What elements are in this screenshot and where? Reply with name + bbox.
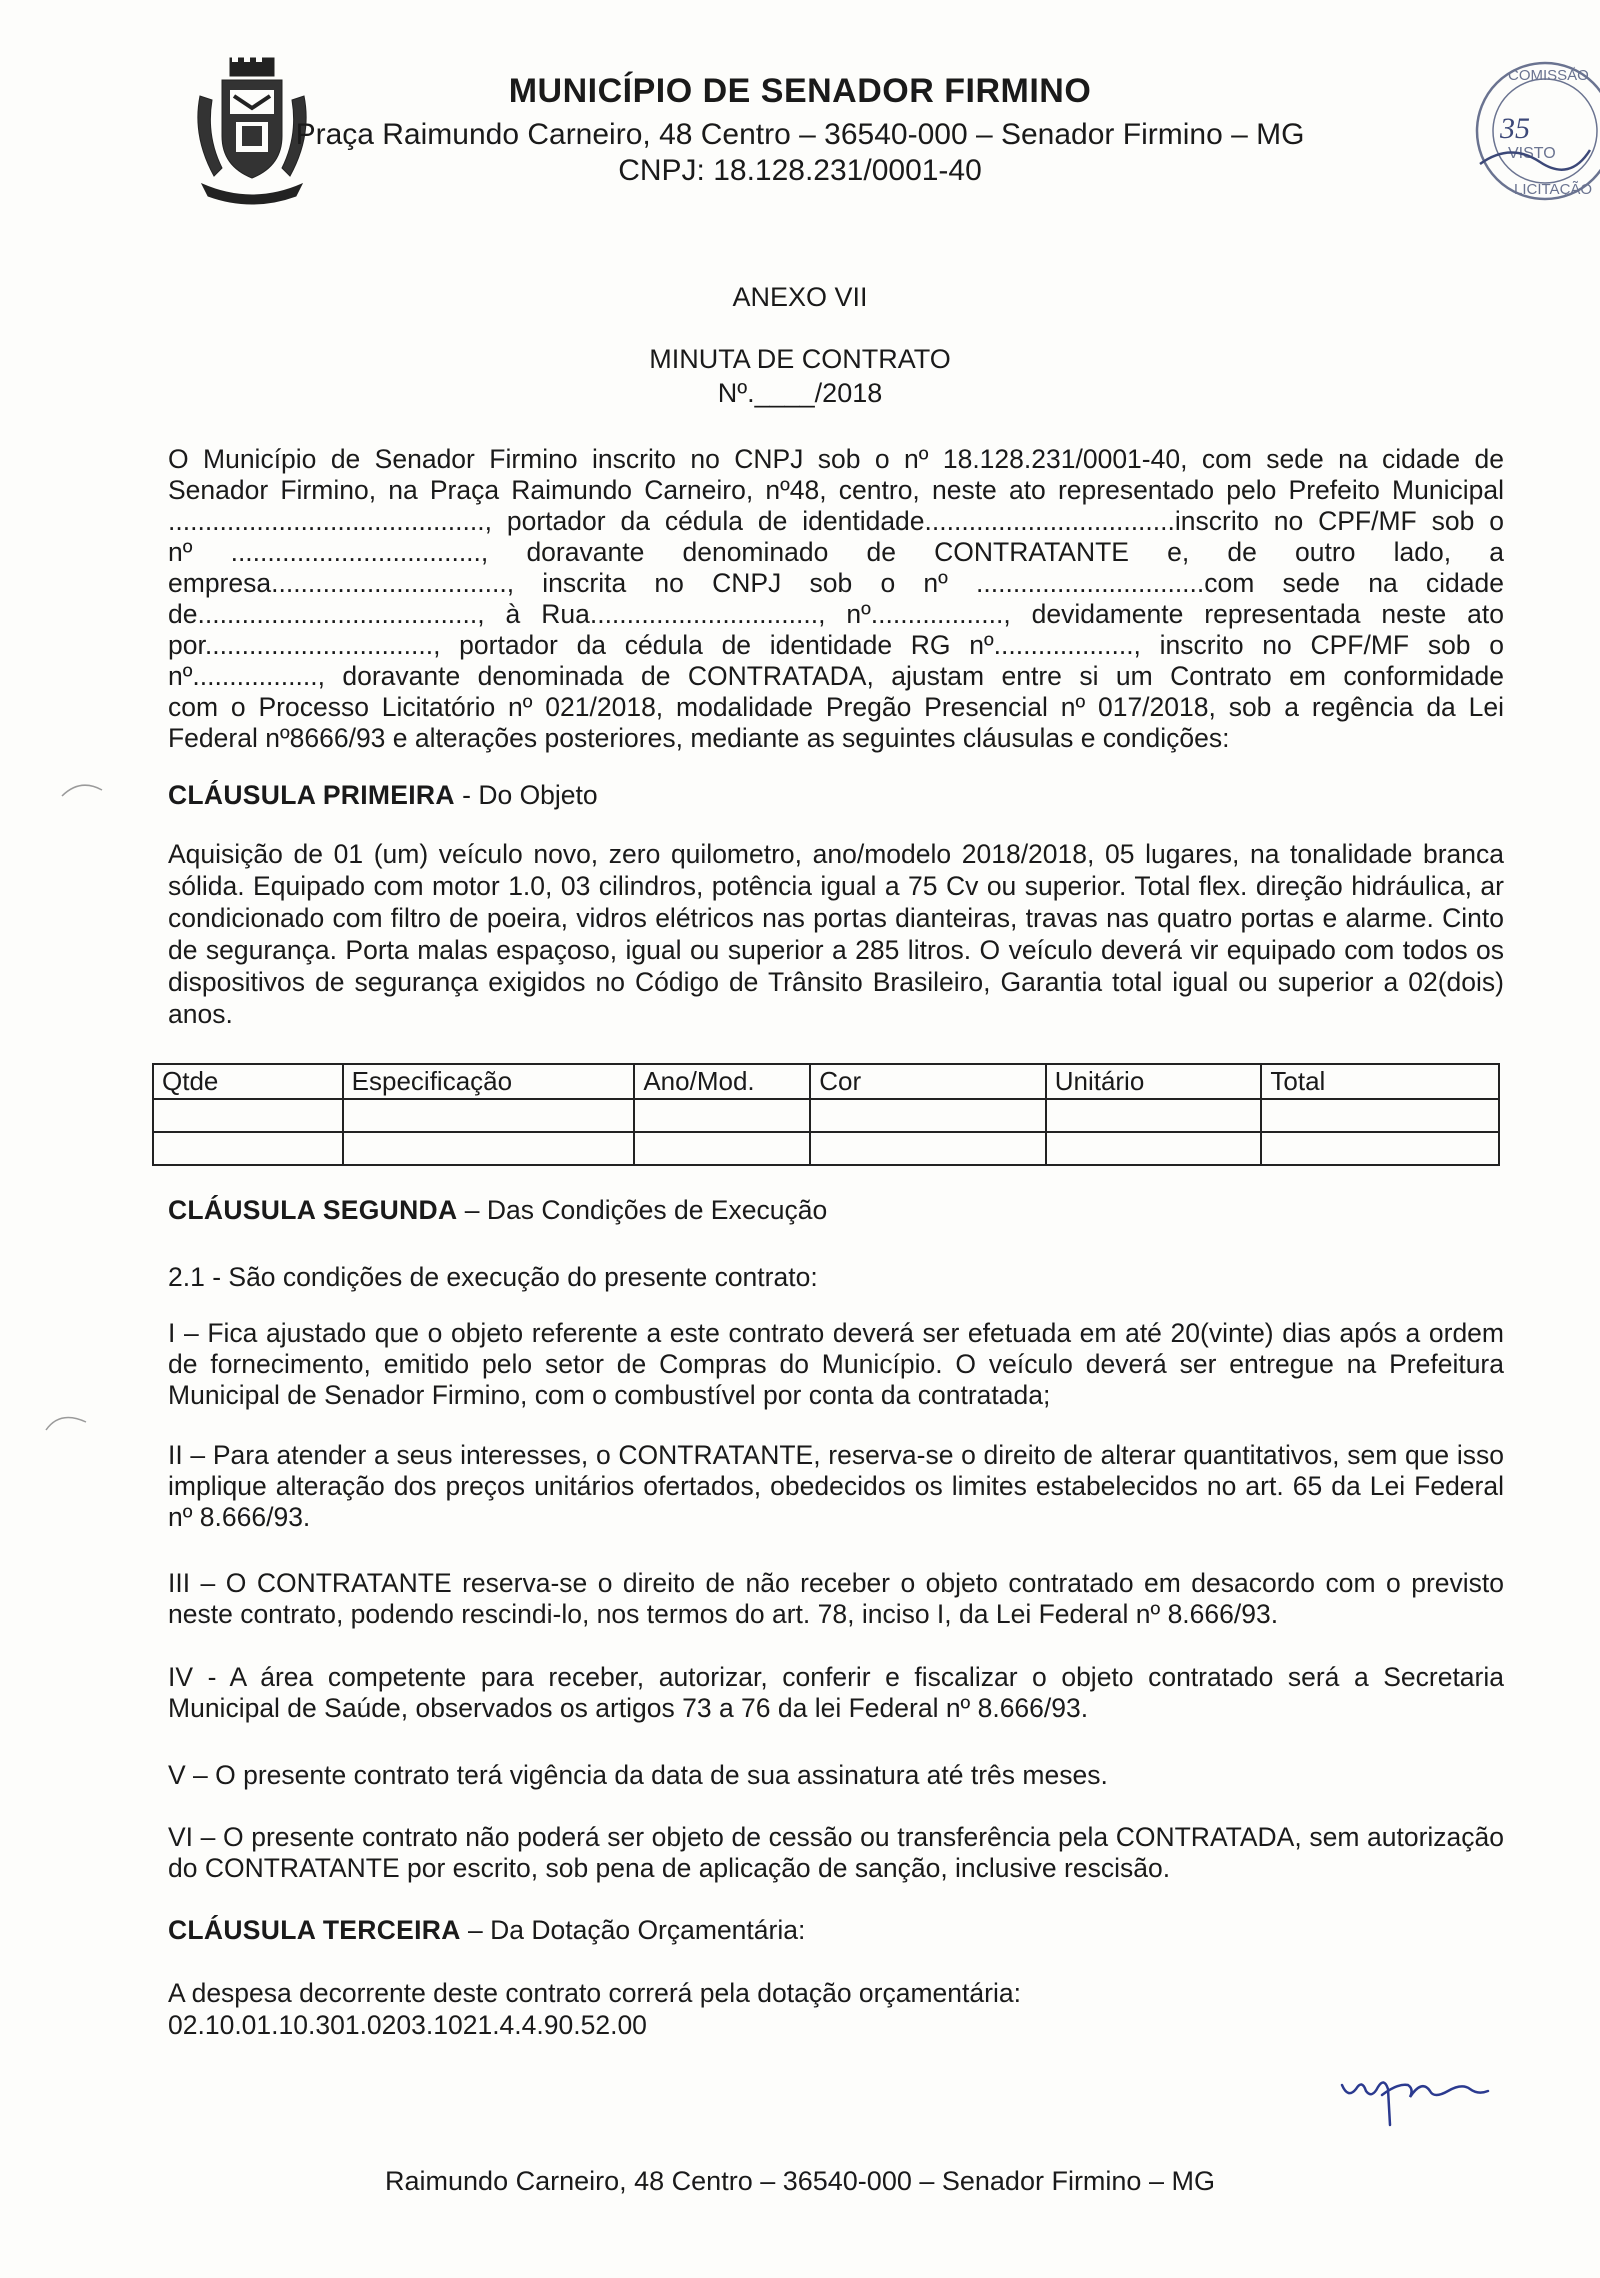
clause-three-heading (168, 1915, 805, 1946)
table-row (153, 1132, 1499, 1165)
preamble-line: por..............................., portador da cédula de identidade RG nº..................., inscrito no CPF/MF sob o (168, 630, 1504, 660)
preamble-line: empresa................................, inscrita no CNPJ sob o nº ...............................com sede na cidade (168, 568, 1504, 598)
clause-two-subtitle: – Das Condições de Execução (457, 1195, 828, 1225)
clause-three-subtitle: – Da Dotação Orçamentária: (460, 1915, 806, 1945)
clause-two-item: V – O presente contrato terá vigência da data de sua assinatura até três meses. (168, 1760, 1108, 1790)
table-row (153, 1099, 1499, 1132)
clause-three-title: CLÁUSULA TERCEIRA (168, 1915, 461, 1945)
column-header-qtde: Qtde (153, 1064, 343, 1099)
preamble-line: Senador Firmino, na Praça Raimundo Carneiro, nº48, centro, neste ato representado pelo Prefeito Municipal (168, 475, 1504, 505)
commission-stamp-icon (1450, 46, 1600, 216)
margin-mark-icon (40, 1408, 100, 1432)
footer-address: Raimundo Carneiro, 48 Centro – 36540-000 – Senador Firmino – MG (385, 2166, 1215, 2196)
clause-two-item: II – Para atender a seus interesses, o CONTRATANTE, reserva-se o direito de alterar quantitativos, sem que isso implique alteração dos preços unitários ofertados, obedecidos os limites estabelecidos no art. 65 da Lei Federal nº 8.666/93. (168, 1440, 1504, 1532)
items-table (152, 1063, 1500, 1166)
contract-title: MINUTA DE CONTRATO (649, 344, 951, 374)
preamble-line: nº .................................., doravante denominado de CONTRATANTE e, de outro lado, a (168, 537, 1504, 567)
stamp-label: VISTO (1508, 145, 1556, 162)
stamp-number: 35 (1500, 112, 1530, 145)
clause-one-text: Aquisição de 01 (um) veículo novo, zero quilometro, ano/modelo 2018/2018, 05 lugares, na tonalidade branca sólida. Equipado com motor 1.0, 03 cilindros, potência igual a 75 Cv ou superior. Total flex. direção hidráulica, ar condicionado com filtro de poeira, vidros elétricos nas portas dianteiras, travas nas quatro portas e alarme. Cinto de segurança. Porta malas espaçoso, igual ou superior a 285 litros. O veículo deverá vir equipado com todos os dispositivos de segurança exigidos no Código de Trânsito Brasileiro, Garantia total igual ou superior a 02(dois) anos. (168, 839, 1504, 1029)
clause-two-heading (168, 1195, 827, 1226)
budget-code: 02.10.01.10.301.0203.1021.4.4.90.52.00 (168, 2010, 647, 2040)
table-cell (634, 1132, 810, 1165)
contract-number: Nº.____/2018 (717, 378, 883, 408)
table-cell (343, 1132, 635, 1165)
column-header-cor: Cor (810, 1064, 1046, 1099)
table-cell (1261, 1099, 1499, 1132)
table-cell (1046, 1132, 1262, 1165)
column-header-especificacao: Especificação (343, 1064, 635, 1099)
clause-one-heading (168, 780, 598, 811)
column-header-total: Total (1261, 1064, 1499, 1099)
table-cell (810, 1099, 1046, 1132)
clause-two-item: III – O CONTRATANTE reserva-se o direito de não receber o objeto contratado em desacordo com o previsto neste contrato, podendo rescindi-lo, nos termos do art. 78, inciso I, da Lei Federal nº 8.666/93. (168, 1568, 1504, 1629)
table-cell (810, 1132, 1046, 1165)
table-cell (1046, 1099, 1262, 1132)
stamp-text-bottom: LICITAÇÃO (1514, 181, 1593, 198)
clause-two-intro: 2.1 - São condições de execução do presente contrato: (168, 1262, 818, 1292)
column-header-unitario: Unitário (1046, 1064, 1262, 1099)
table-cell (634, 1099, 810, 1132)
preamble-line: Federal nº8666/93 e alterações posteriores, mediante as seguintes cláusulas e condições: (168, 723, 1230, 753)
clause-two-item: IV - A área competente para receber, autorizar, conferir e fiscalizar o objeto contratado será a Secretaria Municipal de Saúde, observados os artigos 73 a 76 da lei Federal nº 8.666/93. (168, 1662, 1504, 1723)
preamble-line: nº................., doravante denominada de CONTRATADA, ajustam entre si um Contrato em conformidade (168, 661, 1504, 691)
margin-mark-icon (56, 776, 116, 800)
table-cell (1261, 1132, 1499, 1165)
municipality-name: MUNICÍPIO DE SENADOR FIRMINO (508, 72, 1092, 110)
clause-three-text: A despesa decorrente deste contrato correrá pela dotação orçamentária: (168, 1978, 1021, 2008)
table-header-row (153, 1064, 1499, 1099)
table-cell (153, 1099, 343, 1132)
preamble-line: com o Processo Licitatório nº 021/2018, modalidade Pregão Presencial nº 017/2018, sob a regência da Lei (168, 692, 1504, 722)
stamp-text-top: COMISSÃO (1508, 67, 1589, 84)
table-cell (343, 1099, 635, 1132)
header-cnpj: CNPJ: 18.128.231/0001-40 (618, 154, 982, 187)
clause-two-item: VI – O presente contrato não poderá ser objeto de cessão ou transferência pela CONTRATADA, sem autorização do CONTRATANTE por escrito, sob pena de aplicação de sanção, inclusive rescisão. (168, 1822, 1504, 1883)
preamble (168, 444, 1504, 754)
column-header-ano-mod: Ano/Mod. (634, 1064, 810, 1099)
preamble-line: de......................................, à Rua..............................., nº.................., devidamente representada neste ato (168, 599, 1504, 629)
preamble-line: O Município de Senador Firmino inscrito no CNPJ sob o nº 18.128.231/0001-40, com sede na cidade de (168, 444, 1504, 474)
clause-one-subtitle: - Do Objeto (454, 780, 598, 810)
table-cell (153, 1132, 343, 1165)
clause-one-title: CLÁUSULA PRIMEIRA (168, 780, 455, 810)
handwritten-initials-icon (1338, 2055, 1518, 2135)
clause-two-item: I – Fica ajustado que o objeto referente a este contrato deverá ser efetuada em até 20(vinte) dias após a ordem de fornecimento, emitido pelo setor de Compras do Município. O veículo deverá ser entregue na Prefeitura Municipal de Senador Firmino, com o combustível por conta da contratada; (168, 1318, 1504, 1410)
clause-two-title: CLÁUSULA SEGUNDA (168, 1195, 458, 1225)
header-address: Praça Raimundo Carneiro, 48 Centro – 36540-000 – Senador Firmino – MG (295, 118, 1305, 151)
annex-title: ANEXO VII (732, 282, 868, 312)
preamble-line: ..........................................., portador da cédula de identidade..................................inscrito no CPF/MF sob o (168, 506, 1504, 536)
